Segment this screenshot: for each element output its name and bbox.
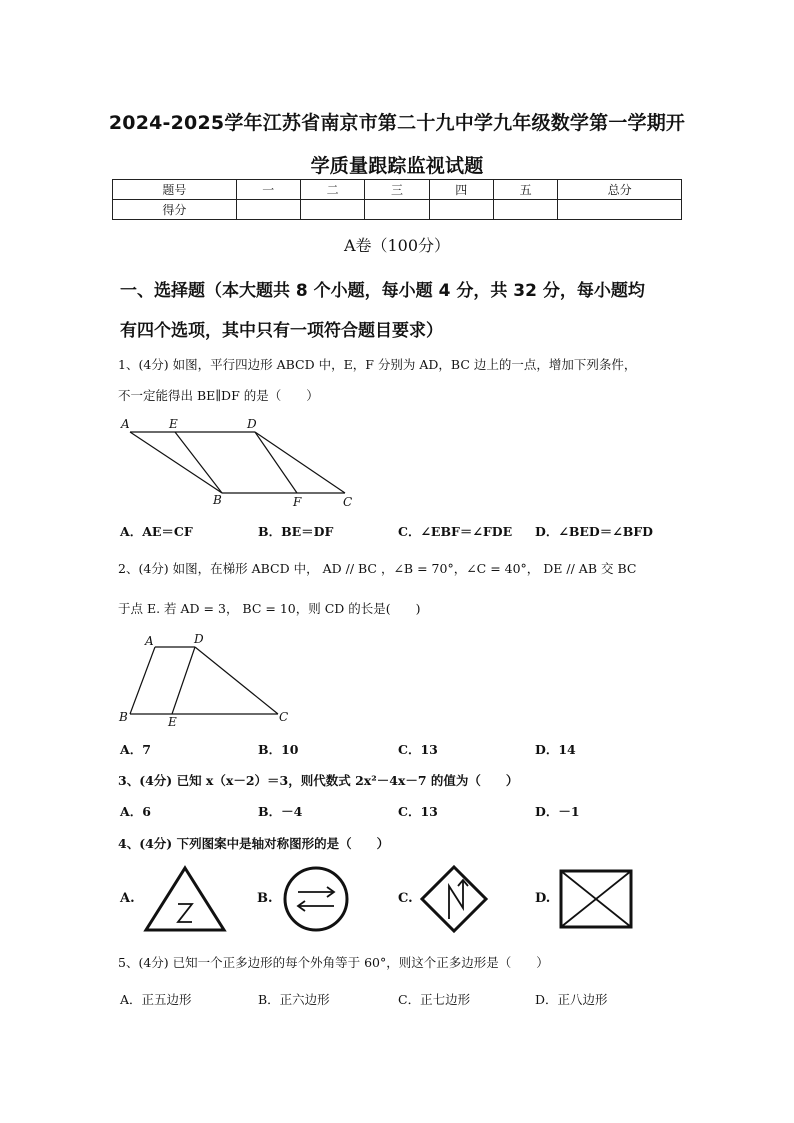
title-line-2: 学质量跟踪监视试题 [310, 155, 484, 177]
q4-option-d-label[interactable]: D. [535, 891, 551, 906]
q1-option-a[interactable]: A．AE＝CF [120, 524, 193, 539]
q1-text-line-2: 不一定能得出 BE∥DF 的是（ ） [118, 388, 319, 403]
q4-option-a-triangle-figure[interactable] [142, 864, 228, 934]
score-header-cell: 三 [365, 180, 429, 200]
title-line-1: 2024-2025学年江苏省南京市第二十九中学九年级数学第一学期开 [108, 112, 686, 134]
score-header-cell: 四 [429, 180, 493, 200]
q2-option-a[interactable]: A．7 [120, 742, 151, 757]
q4-option-b-circle-arrows-figure[interactable] [280, 864, 352, 934]
score-cell[interactable] [300, 200, 364, 220]
q2-point-label: E [168, 715, 177, 728]
section-heading-line-2: 有四个选项，其中只有一项符合题目要求） [120, 321, 443, 341]
q5-option-d[interactable]: D．正八边形 [535, 992, 608, 1007]
q1-text-line-1: 1、(4分) 如图，平行四边形 ABCD 中，E，F 分别为 AD，BC 边上的一点，增加下列条件， [118, 357, 637, 372]
score-table-header-row [113, 180, 682, 200]
q1-point-label: B [213, 493, 222, 507]
q2-point-label: A [145, 634, 154, 648]
q2-text-line-2: 于点 E. 若 AD = 3， BC = 10，则 CD 的长是( ) [118, 601, 421, 616]
score-row-label: 得分 [113, 200, 237, 220]
q1-parallelogram-figure [115, 414, 365, 512]
q2-text-line-1: 2、(4分) 如图，在梯形 ABCD 中， AD // BC ，∠B = 70°，∠C = 40°， DE // AB 交 BC [118, 561, 637, 576]
q2-option-c[interactable]: C．13 [398, 742, 438, 757]
q5-option-b[interactable]: B．正六边形 [258, 992, 330, 1007]
q4-option-c-diamond-arrow-figure[interactable] [419, 864, 489, 934]
q2-point-label: C [279, 710, 289, 724]
q2-option-d[interactable]: D．14 [535, 742, 576, 757]
q1-option-c[interactable]: C．∠EBF＝∠FDE [398, 524, 513, 539]
q1-point-label: E [169, 417, 178, 431]
score-header-cell: 五 [493, 180, 557, 200]
q4-option-a-label[interactable]: A. [120, 891, 135, 906]
q3-option-d[interactable]: D．－1 [535, 804, 580, 819]
q2-point-label: B [119, 710, 128, 724]
q4-option-c-label[interactable]: C. [398, 891, 413, 906]
score-cell[interactable] [429, 200, 493, 220]
score-cell[interactable] [558, 200, 682, 220]
q2-point-label: D [194, 632, 204, 646]
q1-point-label: F [293, 495, 302, 509]
q5-option-a[interactable]: A．正五边形 [120, 992, 192, 1007]
q1-point-label: A [121, 417, 130, 431]
q4-text-line-1: 4、(4分) 下列图案中是轴对称图形的是（ ） [118, 836, 390, 851]
q2-trapezoid-figure [115, 628, 300, 728]
score-header-cell: 题号 [113, 180, 237, 200]
q1-point-label: C [343, 495, 353, 509]
score-header-cell: 总分 [558, 180, 682, 200]
score-header-cell: 一 [236, 180, 300, 200]
q5-text-line-1: 5、(4分) 已知一个正多边形的每个外角等于 60°，则这个正多边形是（ ） [118, 955, 549, 970]
q3-option-b[interactable]: B．－4 [258, 804, 303, 819]
q3-option-a[interactable]: A．6 [120, 804, 151, 819]
q3-option-c[interactable]: C．13 [398, 804, 438, 819]
q1-option-b[interactable]: B．BE＝DF [258, 524, 334, 539]
q2-option-b[interactable]: B．10 [258, 742, 299, 757]
q1-point-label: D [247, 417, 257, 431]
score-cell[interactable] [236, 200, 300, 220]
score-cell[interactable] [365, 200, 429, 220]
section-heading-line-1: 一、选择题（本大题共 8 个小题，每小题 4 分，共 32 分，每小题均 [120, 281, 645, 301]
score-table [112, 179, 682, 220]
score-cell[interactable] [493, 200, 557, 220]
q3-text-line-1: 3、(4分) 已知 x（x－2）＝3，则代数式 2x²－4x－7 的值为（ ） [118, 773, 519, 788]
score-header-cell: 二 [300, 180, 364, 200]
q1-option-d[interactable]: D．∠BED＝∠BFD [535, 524, 653, 539]
q4-option-d-envelope-figure[interactable] [558, 868, 634, 930]
q5-option-c[interactable]: C．正七边形 [398, 992, 471, 1007]
score-table-score-row [113, 200, 682, 220]
paper-label: A卷（100分） [343, 236, 451, 255]
q4-option-b-label[interactable]: B. [257, 891, 273, 906]
